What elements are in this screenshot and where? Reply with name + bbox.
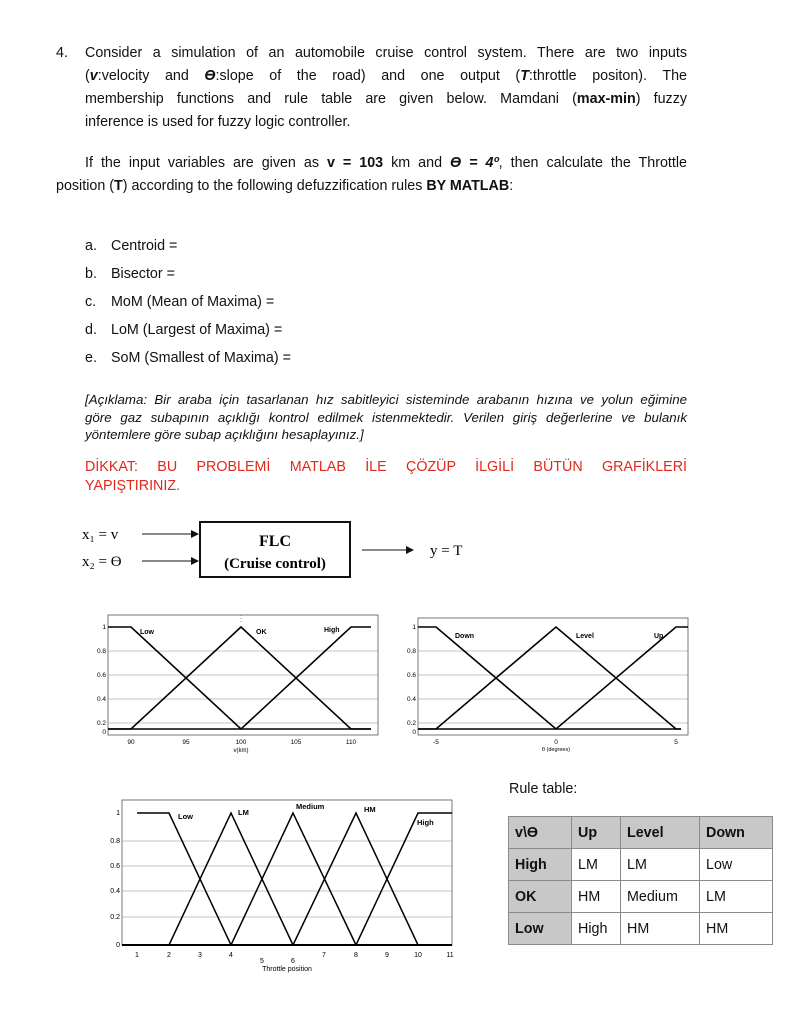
question-text bbox=[85, 42, 687, 134]
x-tick-labels bbox=[127, 739, 356, 746]
svg-text:95: 95 bbox=[182, 739, 190, 746]
svg-text:0.4: 0.4 bbox=[96, 696, 106, 703]
mf-label-high: High bbox=[324, 627, 340, 634]
svg-text:1: 1 bbox=[102, 624, 106, 631]
defuzz-instruction-line: position (T) according to the following defuzzification rules BY MATLAB: bbox=[56, 178, 514, 194]
question-line-1: Consider a simulation of an automobile cruise control system. There are two inputs bbox=[85, 45, 687, 61]
svg-text:10: 10 bbox=[414, 952, 422, 959]
table-row: OK HM Medium LM bbox=[509, 881, 773, 913]
x-axis-label: θ (degrees) bbox=[541, 747, 571, 753]
turkish-note: [Açıklama: Bir araba için tasarlanan hız sabitleyici sisteminde arabanın hızına ve yolun eğimine göre gaz subapının açıklığı kontrol edilmek istenmektedir. Verilen giriş değerlerine ve bulanık yöntemlere göre subap açıklığını hesaplayınız.] bbox=[85, 392, 687, 442]
velocity-membership-chart bbox=[90, 610, 390, 765]
svg-text:0.4: 0.4 bbox=[110, 888, 120, 895]
svg-text:1: 1 bbox=[116, 810, 120, 817]
svg-text:110: 110 bbox=[345, 739, 357, 746]
table-row: v\Ɵ Up Level Down bbox=[509, 817, 773, 849]
x-tick-labels bbox=[135, 952, 454, 965]
svg-text:100: 100 bbox=[235, 739, 247, 746]
svg-text:0.8: 0.8 bbox=[96, 648, 106, 655]
question-line-2: (v:velocity and Ɵ:slope of the road) and one output (T:throttle positon). The bbox=[85, 68, 687, 84]
mf-label-hm: HM bbox=[364, 805, 376, 814]
svg-text:0: 0 bbox=[102, 729, 106, 736]
svg-text:5: 5 bbox=[260, 958, 264, 965]
svg-text:105: 105 bbox=[290, 739, 302, 746]
x-axis-label: Throttle position bbox=[262, 966, 312, 973]
plot-frame bbox=[122, 800, 452, 945]
question-line-3: membership functions and rule table are given below. Mamdani (max-min) fuzzy bbox=[85, 91, 687, 107]
svg-text:-5: -5 bbox=[433, 739, 439, 746]
svg-text:5: 5 bbox=[674, 739, 678, 746]
mf-label-lm: LM bbox=[238, 808, 249, 817]
svg-text:0.2: 0.2 bbox=[406, 720, 416, 727]
mf-label-ok: OK bbox=[256, 629, 267, 636]
rule-table bbox=[508, 816, 773, 945]
mf-label-low: Low bbox=[178, 812, 193, 821]
svg-text:1: 1 bbox=[135, 952, 139, 959]
mf-label-level: Level bbox=[576, 633, 594, 640]
defuzzification-list bbox=[85, 232, 291, 372]
svg-text:0.2: 0.2 bbox=[96, 720, 106, 727]
svg-text:0.8: 0.8 bbox=[110, 838, 120, 845]
svg-text:1: 1 bbox=[412, 624, 416, 631]
svg-text:8: 8 bbox=[354, 952, 358, 959]
y-tick-labels bbox=[407, 624, 416, 736]
list-item: b. Bisector = bbox=[85, 266, 175, 282]
svg-text:0: 0 bbox=[412, 729, 416, 736]
throttle-membership-chart bbox=[100, 795, 470, 990]
svg-text:0.6: 0.6 bbox=[96, 672, 106, 679]
svg-text:7: 7 bbox=[322, 952, 326, 959]
svg-text:9: 9 bbox=[385, 952, 389, 959]
svg-text:0.4: 0.4 bbox=[406, 696, 416, 703]
svg-text:0.6: 0.6 bbox=[110, 863, 120, 870]
input-values-line: If the input variables are given as v = 103 km and Ɵ = 4º, then calculate the Throttle bbox=[85, 155, 687, 171]
svg-text:0.2: 0.2 bbox=[110, 914, 120, 921]
svg-text:0: 0 bbox=[116, 942, 120, 949]
y-tick-labels bbox=[97, 624, 106, 736]
mf-label-medium: Medium bbox=[296, 802, 325, 811]
svg-text:0.8: 0.8 bbox=[406, 648, 416, 655]
mf-label-low: Low bbox=[140, 629, 154, 636]
mf-label-up: Up bbox=[654, 633, 664, 640]
input-x2-label: x₂ = Ɵ bbox=[82, 554, 122, 570]
output-label: y = T bbox=[430, 543, 463, 559]
warning-text: DİKKAT: BU PROBLEMİ MATLAB İLE ÇÖZÜP İLGİLİ BÜTÜN GRAFİKLERİ YAPIŞTIRINIZ. bbox=[85, 459, 687, 494]
question-number: 4. bbox=[56, 45, 68, 61]
flc-box-title: FLC bbox=[259, 533, 291, 550]
svg-text:90: 90 bbox=[127, 739, 135, 746]
svg-text:0.6: 0.6 bbox=[406, 672, 416, 679]
x-axis-label: v(km) bbox=[233, 748, 249, 754]
svg-text:0: 0 bbox=[554, 739, 558, 746]
y-tick-labels bbox=[110, 810, 120, 949]
rule-table-title: Rule table: bbox=[509, 781, 578, 797]
input-x1-label: x₁ = v bbox=[82, 527, 119, 543]
mf-label-down: Down bbox=[455, 633, 475, 640]
question-line-4: inference is used for fuzzy logic controller. bbox=[85, 114, 351, 130]
list-item: d. LoM (Largest of Maxima) = bbox=[85, 322, 283, 338]
mf-label-high: High bbox=[417, 818, 434, 827]
list-item: c. MoM (Mean of Maxima) = bbox=[85, 294, 275, 310]
list-item: a. Centroid = bbox=[85, 238, 178, 254]
svg-text:2: 2 bbox=[167, 952, 171, 959]
svg-text:4: 4 bbox=[229, 952, 233, 959]
flc-box-subtitle: (Cruise control) bbox=[224, 556, 326, 572]
list-item: e. SoM (Smallest of Maxima) = bbox=[85, 350, 291, 366]
svg-text:3: 3 bbox=[198, 952, 202, 959]
slope-membership-chart bbox=[400, 610, 710, 765]
table-row: Low High HM HM bbox=[509, 913, 773, 945]
table-row: High LM LM Low bbox=[509, 849, 773, 881]
flc-block-diagram bbox=[80, 515, 500, 585]
x-tick-labels bbox=[433, 739, 678, 746]
svg-text:6: 6 bbox=[291, 958, 295, 965]
svg-text:11: 11 bbox=[446, 952, 454, 959]
